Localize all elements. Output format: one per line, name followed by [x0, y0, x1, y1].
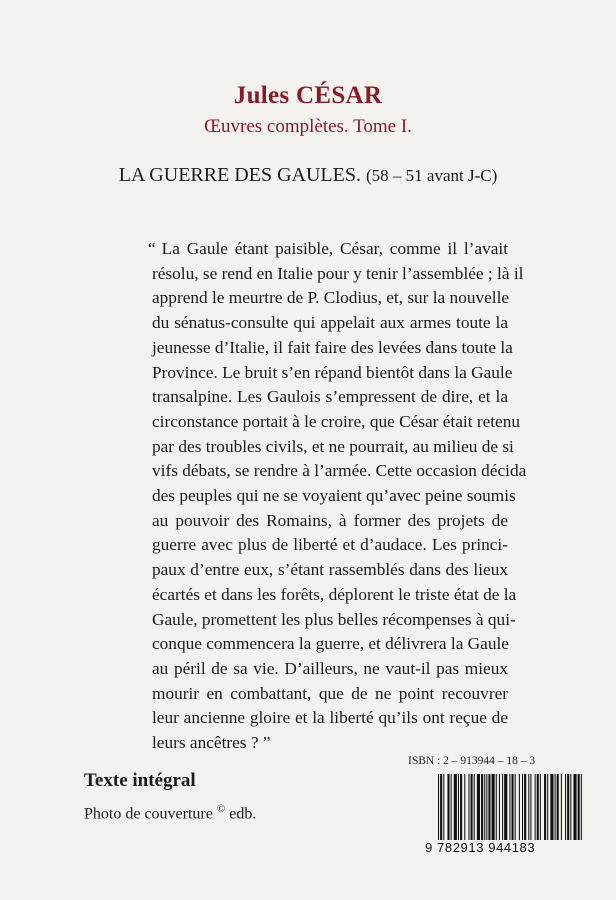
barcode-bar	[544, 774, 546, 840]
barcode-bar	[440, 774, 442, 850]
barcode-bar	[550, 774, 553, 840]
quote-line	[148, 237, 508, 262]
copyright-symbol: ©	[216, 803, 226, 815]
quote-line-text: leurs ancêtres ?	[152, 733, 259, 753]
barcode-bar	[468, 774, 469, 840]
quote-line	[152, 608, 516, 633]
barcode-bar	[557, 774, 559, 840]
quote-line-text: Gaule, promettent les plus belles récompenses à qui-	[152, 609, 516, 629]
barcode-bar	[509, 774, 510, 840]
barcode-bar	[570, 774, 571, 840]
quote-line	[152, 336, 513, 361]
barcode-bar	[451, 774, 452, 840]
quote-line	[152, 286, 508, 311]
open-quote-mark: “	[148, 239, 156, 258]
barcode-bar	[488, 774, 490, 840]
quote-line-text: paux d’entre eux, s’étant rassemblés dans des lieux	[152, 560, 508, 580]
quote-line-text: circonstance portait à le croire, que César était retenu	[152, 411, 521, 431]
barcode-bar	[519, 774, 520, 840]
barcode-bar	[481, 774, 483, 840]
quote-line-text: par des troubles civils, et ne pourrait, au milieu de si	[152, 436, 514, 456]
barcode-bar	[443, 774, 444, 840]
barcode-bar	[486, 774, 487, 840]
barcode-bar	[555, 774, 556, 840]
quote-line	[152, 361, 513, 386]
title-text: LA GUERRE DES GAULES.	[118, 164, 361, 186]
photo-credit-name: edb.	[229, 805, 257, 823]
quote-line-text: des peuples qui ne se voyaient qu’avec peine soumis	[152, 486, 516, 506]
barcode-bar	[530, 774, 531, 850]
integral-text-label: Texte intégral	[84, 770, 196, 791]
barcode-bar	[496, 774, 497, 840]
barcode-bar	[524, 774, 526, 840]
barcode-bar	[547, 774, 548, 840]
quote-line	[152, 509, 508, 534]
barcode-digits: 9 782913 944183	[425, 840, 591, 855]
barcode-bar	[484, 774, 485, 840]
barcode-bar	[454, 774, 457, 840]
quote-line-text: du sénatus-consulte qui appelait aux armes toute la	[152, 313, 508, 333]
barcode-bar	[565, 774, 566, 840]
quote-line	[152, 459, 527, 484]
isbn-label: ISBN : 2 – 913944 – 18 – 3	[408, 755, 536, 767]
photo-credit	[84, 803, 256, 823]
barcode-bar	[464, 774, 465, 840]
barcode-bar	[515, 774, 516, 840]
quote-line	[152, 484, 516, 509]
barcode-bar	[474, 774, 475, 840]
quote-line	[152, 706, 508, 731]
quote-line-text: leur ancienne gloire et la liberté qu’ils ont reçue de	[152, 708, 508, 728]
barcode-bar	[573, 774, 576, 840]
barcode-bar	[447, 774, 449, 840]
barcode-bar	[458, 774, 459, 840]
barcode-bar	[499, 774, 500, 840]
title-dates: (58 – 51 avant J-C)	[365, 166, 498, 185]
barcode-bar	[581, 774, 582, 850]
quote-line	[152, 262, 524, 287]
back-cover-quote	[148, 237, 527, 756]
barcode-bar	[528, 774, 529, 840]
quote-line	[152, 311, 508, 336]
barcode-bar	[537, 774, 539, 840]
barcode-bar	[535, 774, 536, 840]
quote-line	[152, 632, 508, 657]
barcode-bar	[438, 774, 439, 850]
quote-line	[152, 731, 508, 756]
quote-line-text: au pouvoir des Romains, à former des projets de	[152, 510, 508, 530]
quote-line	[152, 533, 508, 558]
barcode-bar	[502, 774, 503, 840]
author-name: Jules CÉSAR	[233, 82, 383, 109]
close-quote-mark: ”	[258, 733, 271, 753]
quote-line	[152, 558, 508, 583]
barcode-bar	[471, 774, 473, 840]
quote-line	[152, 435, 514, 460]
quote-line-text: jeunesse d’Italie, il fait faire des levées dans toute la	[152, 337, 513, 357]
book-title	[0, 164, 616, 187]
barcode-bar	[504, 774, 507, 840]
quote-line-text: Province. Le bruit s’en répand bientôt dans la Gaule	[152, 362, 513, 382]
photo-credit-label: Photo de couverture	[84, 805, 213, 823]
barcode-bar	[540, 774, 541, 840]
barcode-bar	[477, 774, 480, 840]
quote-line-text: au péril de sa vie. D’ailleurs, ne vaut-il pas mieux	[152, 658, 508, 678]
quote-line-text: résolu, se rend en Italie pour y tenir l’assemblée ; là il	[152, 263, 524, 283]
quote-line-text: écartés et dans les forêts, déplorent le triste état de la	[152, 584, 517, 604]
quote-line-text: transalpine. Les Gaulois s’empressent de dire, et la	[152, 387, 508, 407]
works-subtitle: Œuvres complètes. Tome I.	[204, 116, 412, 137]
barcode-bar	[561, 774, 562, 840]
barcode-bar	[567, 774, 569, 840]
barcode-bar	[460, 774, 462, 840]
quote-line	[152, 583, 517, 608]
barcode-bar	[492, 774, 495, 840]
barcode-bar	[522, 774, 523, 840]
barcode-bar	[578, 774, 580, 850]
barcode-bar	[512, 774, 514, 840]
quote-line-text: conque commencera la guerre, et délivrera la Gaule	[152, 634, 509, 654]
quote-line	[152, 657, 508, 682]
quote-line-text: mourir en combattant, que de ne point recouvrer	[152, 683, 508, 703]
quote-line-text: La Gaule étant paisible, César, comme il l’avait	[161, 239, 508, 258]
quote-line	[152, 682, 508, 707]
quote-line-text: vifs débats, se rendre à l’armée. Cette occasion décida	[152, 461, 527, 481]
quote-line	[152, 410, 521, 435]
quote-line-text: apprend le meurtre de P. Clodius, et, sur la nouvelle	[152, 288, 510, 308]
quote-line	[152, 385, 508, 410]
quote-line-text: guerre avec plus de liberté et d’audace. Les princi-	[152, 535, 508, 555]
